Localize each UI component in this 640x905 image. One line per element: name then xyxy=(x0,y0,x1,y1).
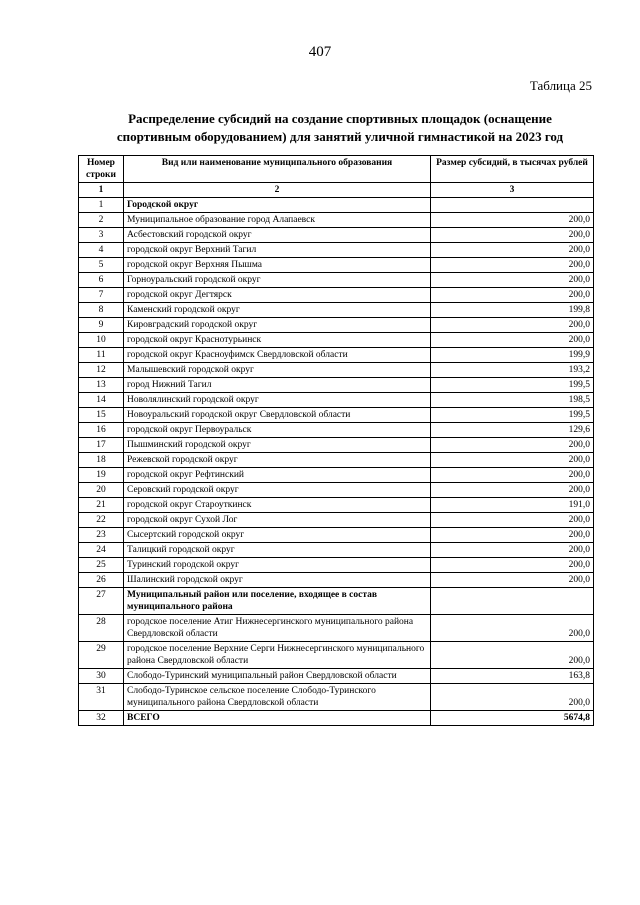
table-row xyxy=(79,318,594,333)
municipality-name: Серовский городской округ xyxy=(124,483,431,498)
subsidy-value: 191,0 xyxy=(431,498,594,513)
row-number: 2 xyxy=(79,213,124,228)
table-row xyxy=(79,363,594,378)
subsidy-value: 198,5 xyxy=(431,393,594,408)
subsidy-value: 200,0 xyxy=(431,468,594,483)
subsidy-value: 199,5 xyxy=(431,378,594,393)
subsidy-value: 200,0 xyxy=(431,615,594,642)
subsidy-value xyxy=(431,198,594,213)
table-row xyxy=(79,483,594,498)
subsidy-value: 200,0 xyxy=(431,453,594,468)
municipality-name: Сысертский городской округ xyxy=(124,528,431,543)
subsidy-value: 200,0 xyxy=(431,483,594,498)
subsidy-value: 200,0 xyxy=(431,213,594,228)
header-municipality: Вид или наименование муниципального образования xyxy=(124,156,431,183)
row-number: 32 xyxy=(79,711,124,726)
table-row xyxy=(79,408,594,423)
row-number: 15 xyxy=(79,408,124,423)
row-number: 29 xyxy=(79,642,124,669)
table-row xyxy=(79,243,594,258)
subsidy-value: 200,0 xyxy=(431,573,594,588)
subsidy-value: 200,0 xyxy=(431,318,594,333)
row-number: 27 xyxy=(79,588,124,615)
subsidy-value xyxy=(431,588,594,615)
subsidy-value: 199,9 xyxy=(431,348,594,363)
table-row xyxy=(79,573,594,588)
table-row xyxy=(79,558,594,573)
municipality-name: Шалинский городской округ xyxy=(124,573,431,588)
municipality-name: Пышминский городской округ xyxy=(124,438,431,453)
row-number: 6 xyxy=(79,273,124,288)
municipality-name: городской округ Сухой Лог xyxy=(124,513,431,528)
table-row xyxy=(79,468,594,483)
row-number: 3 xyxy=(79,228,124,243)
subsidy-value: 200,0 xyxy=(431,558,594,573)
row-number: 24 xyxy=(79,543,124,558)
table-row xyxy=(79,543,594,558)
subsidy-value: 200,0 xyxy=(431,543,594,558)
row-number: 8 xyxy=(79,303,124,318)
header-subsidy: Размер субсидий, в тысячах рублей xyxy=(431,156,594,183)
column-number: 3 xyxy=(431,183,594,198)
municipality-name: Слободо-Туринский муниципальный район Свердловской области xyxy=(124,669,431,684)
municipality-name: городской округ Староуткинск xyxy=(124,498,431,513)
row-number: 21 xyxy=(79,498,124,513)
document-title: Распределение субсидий на создание спортивных площадок (оснащение спортивным оборудованием) для занятий уличной гимнастикой на 2023 год xyxy=(116,111,564,144)
subsidy-value: 200,0 xyxy=(431,528,594,543)
subsidy-value: 193,2 xyxy=(431,363,594,378)
row-number: 10 xyxy=(79,333,124,348)
row-number: 16 xyxy=(79,423,124,438)
row-number: 1 xyxy=(79,198,124,213)
row-number: 17 xyxy=(79,438,124,453)
table-row xyxy=(79,453,594,468)
subsidy-value: 200,0 xyxy=(431,288,594,303)
row-number: 22 xyxy=(79,513,124,528)
row-number: 12 xyxy=(79,363,124,378)
table-row xyxy=(79,498,594,513)
table-row xyxy=(79,642,594,669)
table-row xyxy=(79,684,594,711)
subsidy-value: 199,5 xyxy=(431,408,594,423)
table-label: Таблица 25 xyxy=(529,78,592,93)
page-number: 407 xyxy=(308,44,332,60)
subsidy-value: 129,6 xyxy=(431,423,594,438)
table-row xyxy=(79,198,594,213)
table-row xyxy=(79,273,594,288)
municipality-name: город Нижний Тагил xyxy=(124,378,431,393)
subsidy-value: 200,0 xyxy=(431,642,594,669)
subsidy-value: 200,0 xyxy=(431,513,594,528)
row-number: 26 xyxy=(79,573,124,588)
table-row xyxy=(79,423,594,438)
municipality-name: городской округ Краснотурьинск xyxy=(124,333,431,348)
subsidy-value: 200,0 xyxy=(431,243,594,258)
municipality-name: Горноуральский городской округ xyxy=(124,273,431,288)
table-row xyxy=(79,303,594,318)
row-number: 28 xyxy=(79,615,124,642)
municipality-name: Талицкий городской округ xyxy=(124,543,431,558)
row-number: 4 xyxy=(79,243,124,258)
table-row xyxy=(79,711,594,726)
row-number: 23 xyxy=(79,528,124,543)
municipality-name: городской округ Красноуфимск Свердловской области xyxy=(124,348,431,363)
table-row xyxy=(79,438,594,453)
row-number: 30 xyxy=(79,669,124,684)
municipality-name: городское поселение Атиг Нижнесергинского муниципального района Свердловской области xyxy=(124,615,431,642)
subsidy-value: 200,0 xyxy=(431,258,594,273)
row-number: 11 xyxy=(79,348,124,363)
table-row xyxy=(79,228,594,243)
table-row xyxy=(79,528,594,543)
municipality-name: Муниципальный район или поселение, входящее в состав муниципального района xyxy=(124,588,431,615)
municipality-name: Новоуральский городской округ Свердловской области xyxy=(124,408,431,423)
subsidy-table xyxy=(78,155,594,726)
row-number: 25 xyxy=(79,558,124,573)
table-row xyxy=(79,213,594,228)
table-row xyxy=(79,588,594,615)
municipality-name: ВСЕГО xyxy=(124,711,431,726)
subsidy-value: 200,0 xyxy=(431,273,594,288)
municipality-name: Городской округ xyxy=(124,198,431,213)
table-row xyxy=(79,258,594,273)
municipality-name: Малышевский городской округ xyxy=(124,363,431,378)
column-number: 2 xyxy=(124,183,431,198)
municipality-name: городское поселение Верхние Серги Нижнесергинского муниципального района Свердловской области xyxy=(124,642,431,669)
table-row xyxy=(79,333,594,348)
subsidy-value: 199,8 xyxy=(431,303,594,318)
subsidy-value: 5674,8 xyxy=(431,711,594,726)
municipality-name: Режевской городской округ xyxy=(124,453,431,468)
row-number: 20 xyxy=(79,483,124,498)
row-number: 13 xyxy=(79,378,124,393)
municipality-name: городской округ Первоуральск xyxy=(124,423,431,438)
municipality-name: Асбестовский городской округ xyxy=(124,228,431,243)
table-row xyxy=(79,288,594,303)
municipality-name: Муниципальное образование город Алапаевск xyxy=(124,213,431,228)
row-number: 14 xyxy=(79,393,124,408)
subsidy-value: 200,0 xyxy=(431,438,594,453)
subsidy-value: 200,0 xyxy=(431,228,594,243)
row-number: 18 xyxy=(79,453,124,468)
table-row xyxy=(79,378,594,393)
subsidy-value: 200,0 xyxy=(431,684,594,711)
table-row xyxy=(79,348,594,363)
column-number: 1 xyxy=(79,183,124,198)
row-number: 31 xyxy=(79,684,124,711)
table-row xyxy=(79,513,594,528)
subsidy-value: 163,8 xyxy=(431,669,594,684)
municipality-name: Туринский городской округ xyxy=(124,558,431,573)
municipality-name: городской округ Верхняя Пышма xyxy=(124,258,431,273)
municipality-name: Новолялинский городской округ xyxy=(124,393,431,408)
municipality-name: Слободо-Туринское сельское поселение Слободо-Туринского муниципального района Свердловской области xyxy=(124,684,431,711)
header-row xyxy=(79,156,594,183)
header-row-number: Номер строки xyxy=(79,156,124,183)
municipality-name: Кировградский городской округ xyxy=(124,318,431,333)
table-row xyxy=(79,669,594,684)
municipality-name: Каменский городской округ xyxy=(124,303,431,318)
table-row xyxy=(79,615,594,642)
row-number: 7 xyxy=(79,288,124,303)
row-number: 19 xyxy=(79,468,124,483)
row-number: 9 xyxy=(79,318,124,333)
municipality-name: городской округ Дегтярск xyxy=(124,288,431,303)
row-number: 5 xyxy=(79,258,124,273)
table-body xyxy=(79,198,594,726)
table-row xyxy=(79,393,594,408)
subsidy-value: 200,0 xyxy=(431,333,594,348)
municipality-name: городской округ Рефтинский xyxy=(124,468,431,483)
municipality-name: городской округ Верхний Тагил xyxy=(124,243,431,258)
column-number-row xyxy=(79,183,594,198)
